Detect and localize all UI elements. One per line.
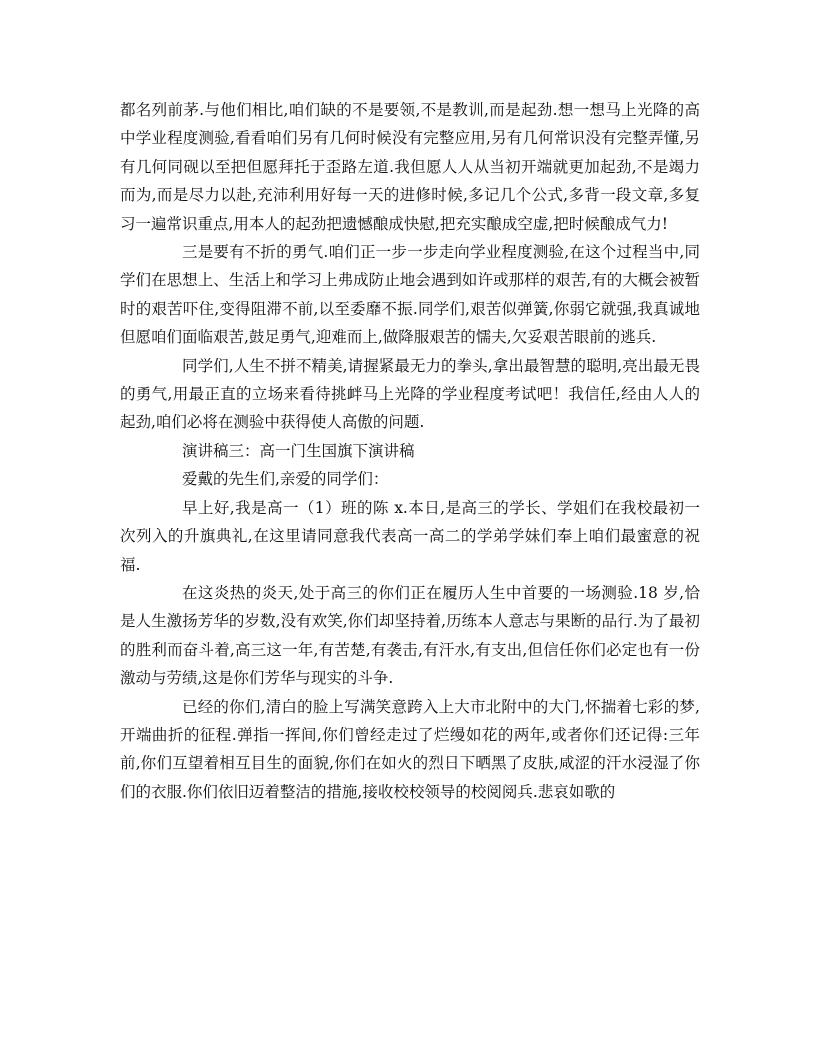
speech-three-heading: 演讲稿三：高一门生国旗下演讲稿 — [182, 441, 415, 460]
paragraph-summer-exam: 在这炎热的炎天,处于高三的你们正在履历人生中首要的一场测验.18 岁,恰是人生激扬芳华的岁数,没有欢笑,你们却坚持着,历练本人意志与果断的品行.为了最初的胜利而奋斗着,高三这一年,有苦楚,有袭击,有汗水,有支出,但信任你们必定也有一份激动与劳绩,这是你们芳华与现实的斗争. — [120, 583, 700, 688]
paragraph-continuation: 都名列前茅.与他们相比,咱们缺的不是要领,不是教训,而是起劲.想一想马上光降的高中学业程度测验,看看咱们另有几何时候没有完整应用,另有几何常识没有完整弄懂,另有几何同砚以至把但愿拜托于歪路左道.我但愿人人从当初开端就更加起劲,不是竭力而为,而是尽力以赴,充沛利用好每一天的进修时候,多记几个公式,多背一段文章,多复习一遍常识重点,用本人的起劲把遗憾酿成快慰,把充实酿成空虚,把时候酿成气力! — [120, 101, 700, 233]
document-body — [120, 96, 700, 806]
paragraph-courage: 三是要有不折的勇气.咱们正一步一步走向学业程度测验,在这个过程当中,同学们在思想上、生活上和学习上弗成防止地会遇到如许或那样的艰苦,有的大概会被暂时的艰苦吓住,变得阻滞不前,以至委靡不振.同学们,艰苦似弹簧,你弱它就强,我真诚地但愿咱们面临艰苦,鼓足勇气,迎难而上,做降服艰苦的懦夫,欠妥艰苦眼前的逃兵. — [120, 243, 700, 347]
paragraph-greeting: 早上好,我是高一（1）班的陈 x.本日,是高三的学长、学姐们在我校最初一次列入的升旗典礼,在这里请同意我代表高一高二的学弟学妹们奉上咱们最蜜意的祝福. — [120, 498, 700, 574]
paragraph-memories: 已经的你们,清白的脸上写满笑意跨入上大市北附中的大门,怀揣着七彩的梦,开端曲折的征程.弹指一挥间,你们曾经走过了烂缦如花的两年,或者你们还记得:三年前,你们互望着相互目生的面貌,你们在如火的烈日下晒黑了皮肤,咸涩的汗水浸湿了你们的衣服.你们依旧迈着整洁的措施,接收校校领导的校阅阅兵.悲哀如歌的 — [120, 697, 700, 801]
paragraph-closing-appeal: 同学们,人生不拼不精美,请握紧最无力的拳头,拿出最智慧的聪明,亮出最无畏的勇气,用最正直的立场来看待挑衅马上光降的学业程度考试吧！我信任,经由人人的起劲,咱们必将在测验中获得使人高傲的问题. — [120, 356, 700, 432]
salutation: 爱戴的先生们,亲爱的同学们： — [182, 470, 389, 489]
